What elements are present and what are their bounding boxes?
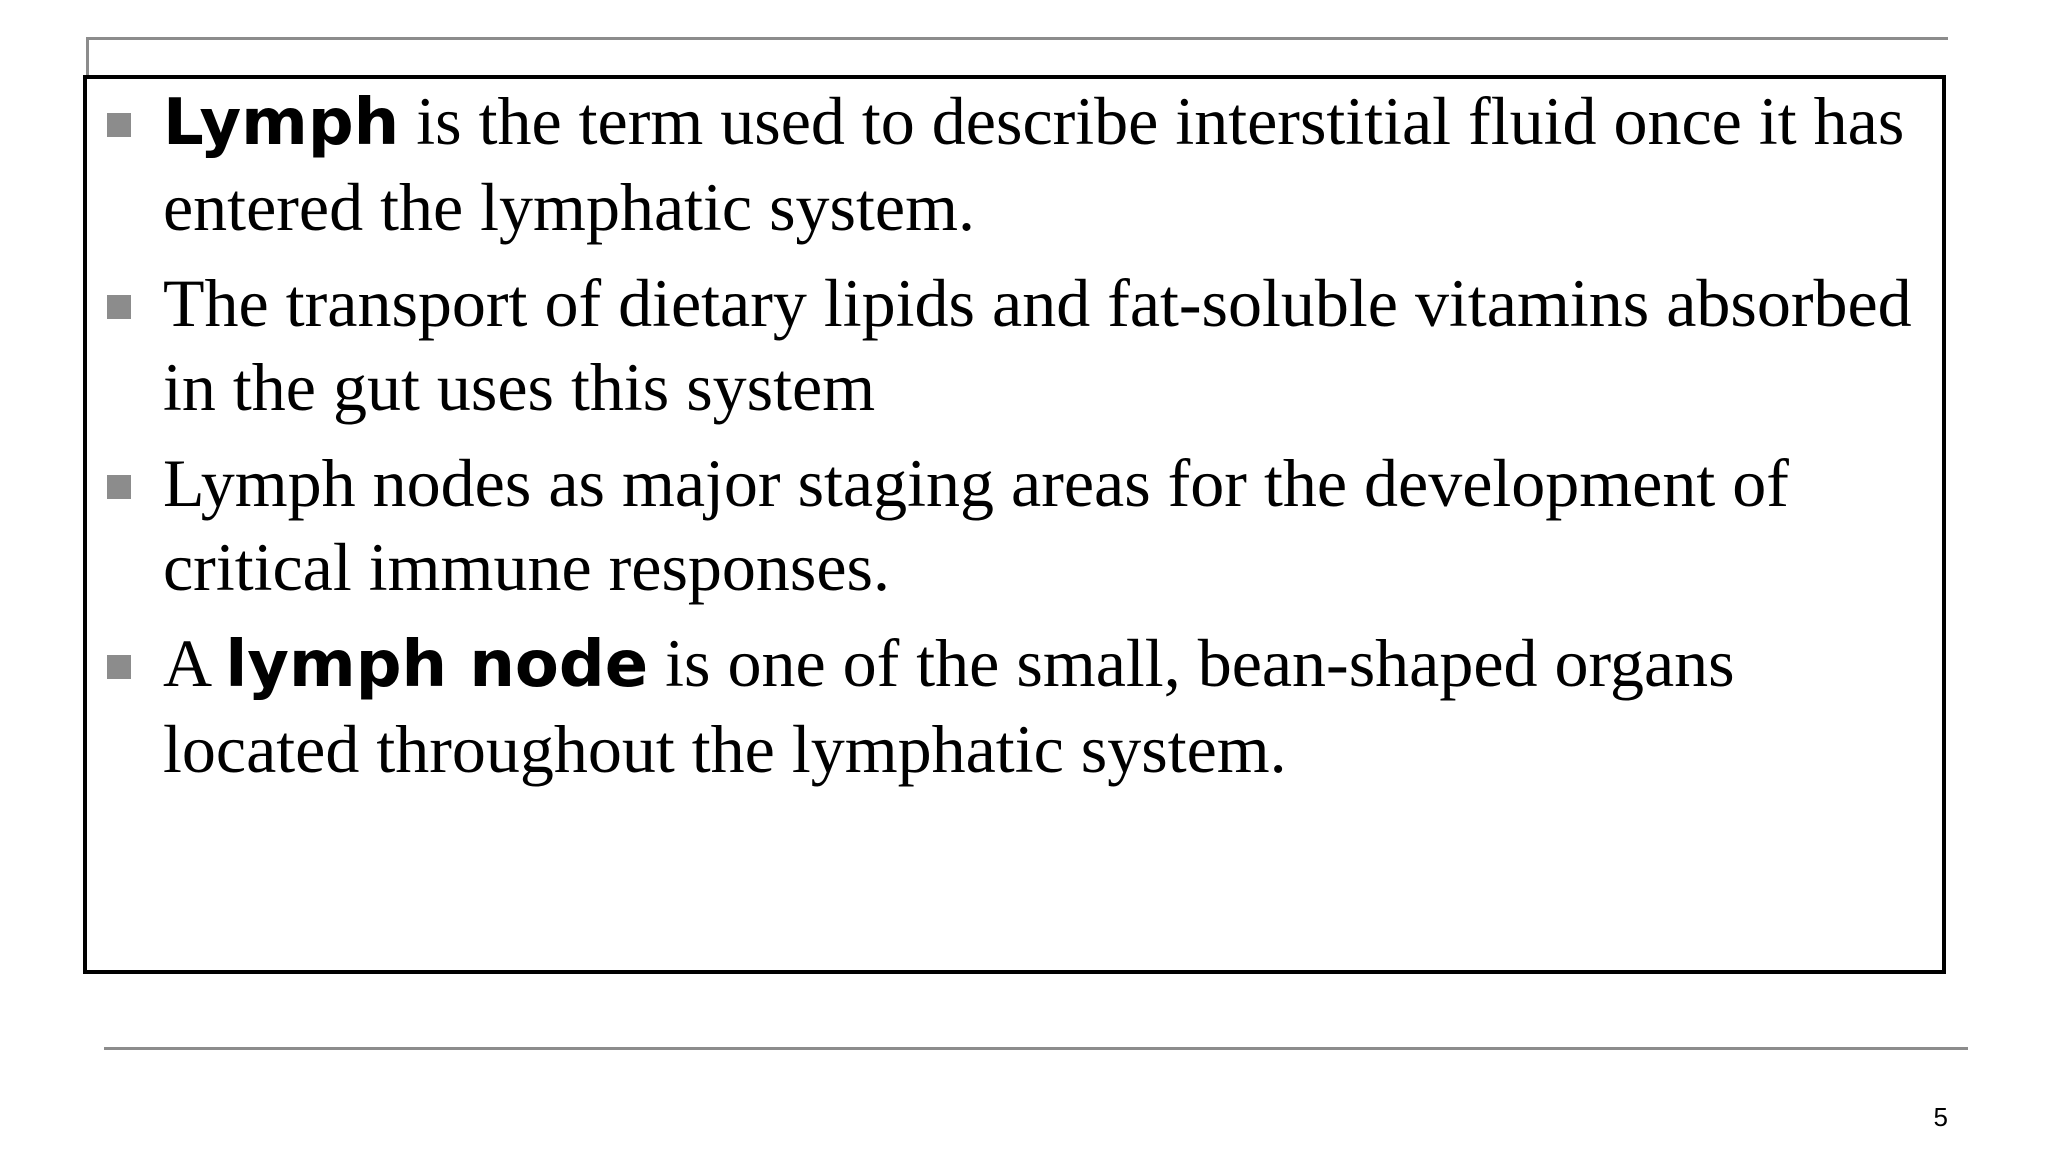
bullet-item-lipid-transport [87, 261, 1942, 429]
square-bullet-icon [107, 295, 131, 319]
bullet-item-lymph-nodes-staging [87, 441, 1942, 609]
bottom-divider [104, 1047, 1968, 1050]
bold-term-lymph: Lymph [163, 86, 400, 160]
bullet-item-lymph-node-definition [87, 621, 1942, 791]
bullet-text: is the term used to describe interstitial fluid once it has entered the lymphatic system. [163, 83, 1905, 245]
bullet-text: Lymph nodes as major staging areas for the development of critical immune responses. [163, 445, 1789, 605]
top-divider [86, 37, 1948, 40]
square-bullet-icon [107, 475, 131, 499]
content-box [83, 75, 1946, 974]
square-bullet-icon [107, 113, 131, 137]
square-bullet-icon [107, 655, 131, 679]
bold-term-lymph-node: lymph node [225, 628, 649, 702]
top-divider-tick [86, 37, 89, 77]
bullet-text-prefix: A [163, 625, 226, 701]
page-number: 5 [1933, 1102, 1948, 1132]
bullet-text: The transport of dietary lipids and fat-soluble vitamins absorbed in the gut uses this system [163, 265, 1912, 425]
bullet-list [87, 79, 1942, 791]
bullet-text: is one of the small, bean-shaped organs located throughout the lymphatic system. [163, 625, 1735, 787]
bullet-item-lymph-definition [87, 79, 1942, 249]
